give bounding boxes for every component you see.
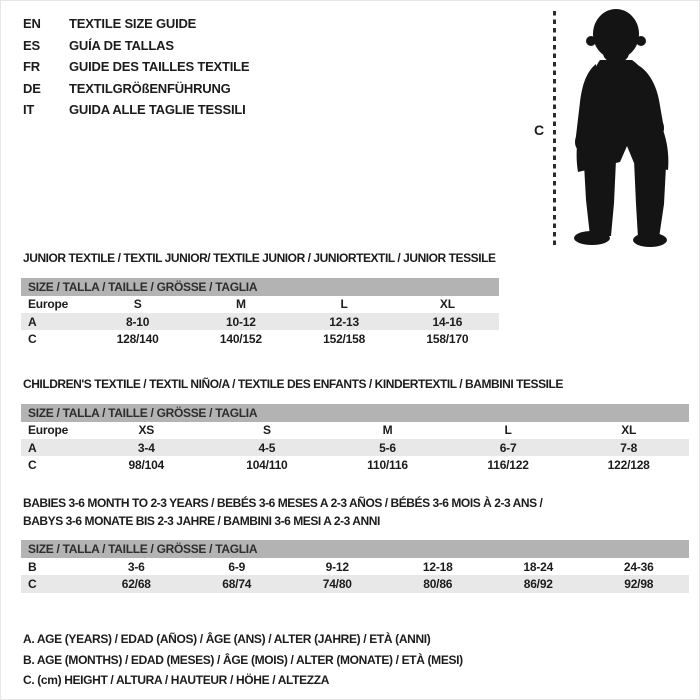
size-cell: 68/74 — [222, 577, 252, 592]
size-cell: M — [382, 423, 393, 438]
table-title — [21, 495, 689, 530]
language-code: ES — [23, 37, 40, 53]
row-label: C — [28, 577, 37, 592]
size-cell: 12-13 — [329, 314, 359, 329]
footnote-line: A. AGE (YEARS) / EDAD (AÑOS) / ÂGE (ANS) / ALTER (JAHRE) / ETÀ (ANNI) — [23, 632, 431, 646]
table-row — [21, 330, 499, 347]
table-title-line: CHILDREN'S TEXTILE / TEXTIL NIÑO/A / TEXTILE DES ENFANTS / KINDERTEXTIL / BAMBINI TESSILE — [23, 377, 563, 391]
size-cell: 152/158 — [323, 331, 366, 346]
row-label: A — [28, 314, 37, 329]
height-marker-label: C — [534, 122, 545, 138]
size-header-bar: SIZE / TALLA / TAILLE / GRÖSSE / TAGLIA — [21, 278, 499, 296]
row-label: C — [28, 331, 37, 346]
table-title — [21, 250, 689, 268]
language-label: TEXTILGRÖßENFÜHRUNG — [69, 80, 231, 96]
size-cell: 3-4 — [137, 440, 155, 455]
size-cell: 86/92 — [523, 577, 553, 592]
language-row — [23, 78, 249, 100]
size-cell: S — [133, 297, 142, 312]
table-row — [21, 296, 499, 313]
size-table-section — [21, 495, 689, 593]
size-cell: 12-18 — [422, 559, 453, 574]
footnote-line: B. AGE (MONTHS) / EDAD (MESES) / ÂGE (MOIS) / ALTER (MONATE) / ETÀ (MESI) — [23, 652, 463, 667]
row-label: C — [28, 457, 37, 472]
language-list — [23, 13, 249, 121]
table-row — [21, 422, 689, 439]
size-cell: XL — [621, 423, 637, 438]
size-cell: 8-10 — [126, 314, 150, 329]
language-code: IT — [23, 102, 35, 117]
size-cell: L — [504, 423, 512, 438]
table-title-line: JUNIOR TEXTILE / TEXTIL JUNIOR/ TEXTILE JUNIOR / JUNIORTEXTIL / JUNIOR TESSILE — [23, 251, 496, 265]
row-label: Europe — [28, 423, 69, 438]
size-cell: 98/104 — [128, 457, 165, 472]
table-title-line: BABYS 3-6 MONATE BIS 2-3 JAHRE / BAMBINI 3-6 MESI A 2-3 ANNI — [23, 513, 380, 528]
table-title-line: BABIES 3-6 MONTH TO 2-3 YEARS / BEBÉS 3-6 MESES A 2-3 AÑOS / BÉBÉS 3-6 MOIS À 2-3 ANS / — [23, 496, 543, 510]
table-rows — [21, 558, 689, 593]
language-row — [23, 56, 249, 78]
size-cell: M — [235, 297, 246, 312]
size-cell: 140/152 — [219, 331, 262, 346]
size-table — [21, 278, 499, 348]
height-dotted-line — [553, 11, 556, 248]
size-cell: L — [340, 297, 348, 312]
language-label: GUIDE DES TAILLES TEXTILE — [69, 59, 250, 74]
table-row — [21, 439, 689, 456]
size-cell: 158/170 — [426, 331, 469, 346]
size-cell: 62/68 — [121, 577, 151, 592]
size-cell: 6-9 — [228, 559, 246, 574]
size-header-bar: SIZE / TALLA / TAILLE / GRÖSSE / TAGLIA — [21, 404, 689, 422]
size-cell: 128/140 — [116, 331, 159, 346]
size-cell: 3-6 — [127, 559, 145, 574]
table-rows — [21, 422, 689, 474]
size-cell: 18-24 — [523, 559, 554, 574]
baby-figure — [531, 6, 696, 251]
size-cell: 24-36 — [623, 559, 654, 574]
size-cell: 14-16 — [432, 314, 463, 329]
language-label: GUIDA ALLE TAGLIE TESSILI — [69, 102, 246, 117]
table-row — [21, 456, 689, 473]
size-cell: 122/128 — [607, 457, 650, 472]
size-cell: 104/110 — [246, 457, 288, 472]
language-label: GUÍA DE TALLAS — [69, 37, 174, 53]
table-rows — [21, 296, 499, 348]
size-cell: 5-6 — [379, 440, 396, 455]
size-cell: S — [262, 423, 271, 438]
table-title — [21, 376, 689, 394]
size-cell: 6-7 — [499, 440, 517, 455]
size-cell: 9-12 — [325, 559, 349, 574]
language-row — [23, 35, 249, 57]
size-cell: XS — [138, 423, 155, 438]
language-code: FR — [23, 59, 40, 74]
language-row — [23, 13, 249, 35]
table-row — [21, 575, 689, 592]
table-row — [21, 313, 499, 330]
table-row — [21, 558, 689, 575]
size-cell: 80/86 — [423, 577, 453, 592]
language-code: DE — [23, 80, 41, 96]
row-label: B — [28, 559, 37, 574]
size-cell: 116/122 — [487, 457, 529, 472]
footnote-line: C. (cm) HEIGHT / ALTURA / HAUTEUR / HÖHE / ALTEZZA — [23, 673, 330, 687]
size-table — [21, 404, 689, 474]
language-label: TEXTILE SIZE GUIDE — [69, 16, 197, 31]
row-label: A — [28, 440, 37, 455]
size-cell: 74/80 — [322, 577, 352, 592]
size-cell: 110/116 — [367, 457, 408, 472]
size-cell: 92/98 — [624, 577, 654, 592]
size-table — [21, 540, 689, 593]
size-cell: 10-12 — [226, 314, 256, 329]
size-cell: XL — [439, 297, 455, 312]
size-cell: 4-5 — [258, 440, 276, 455]
baby-silhouette-icon — [564, 8, 691, 248]
size-table-section — [21, 250, 689, 348]
language-code: EN — [23, 16, 41, 31]
footnotes — [23, 629, 463, 691]
size-header-bar: SIZE / TALLA / TAILLE / GRÖSSE / TAGLIA — [21, 540, 689, 558]
size-table-section — [21, 376, 689, 474]
language-row — [23, 99, 249, 121]
size-cell: 7-8 — [620, 440, 638, 455]
row-label: Europe — [28, 297, 69, 312]
